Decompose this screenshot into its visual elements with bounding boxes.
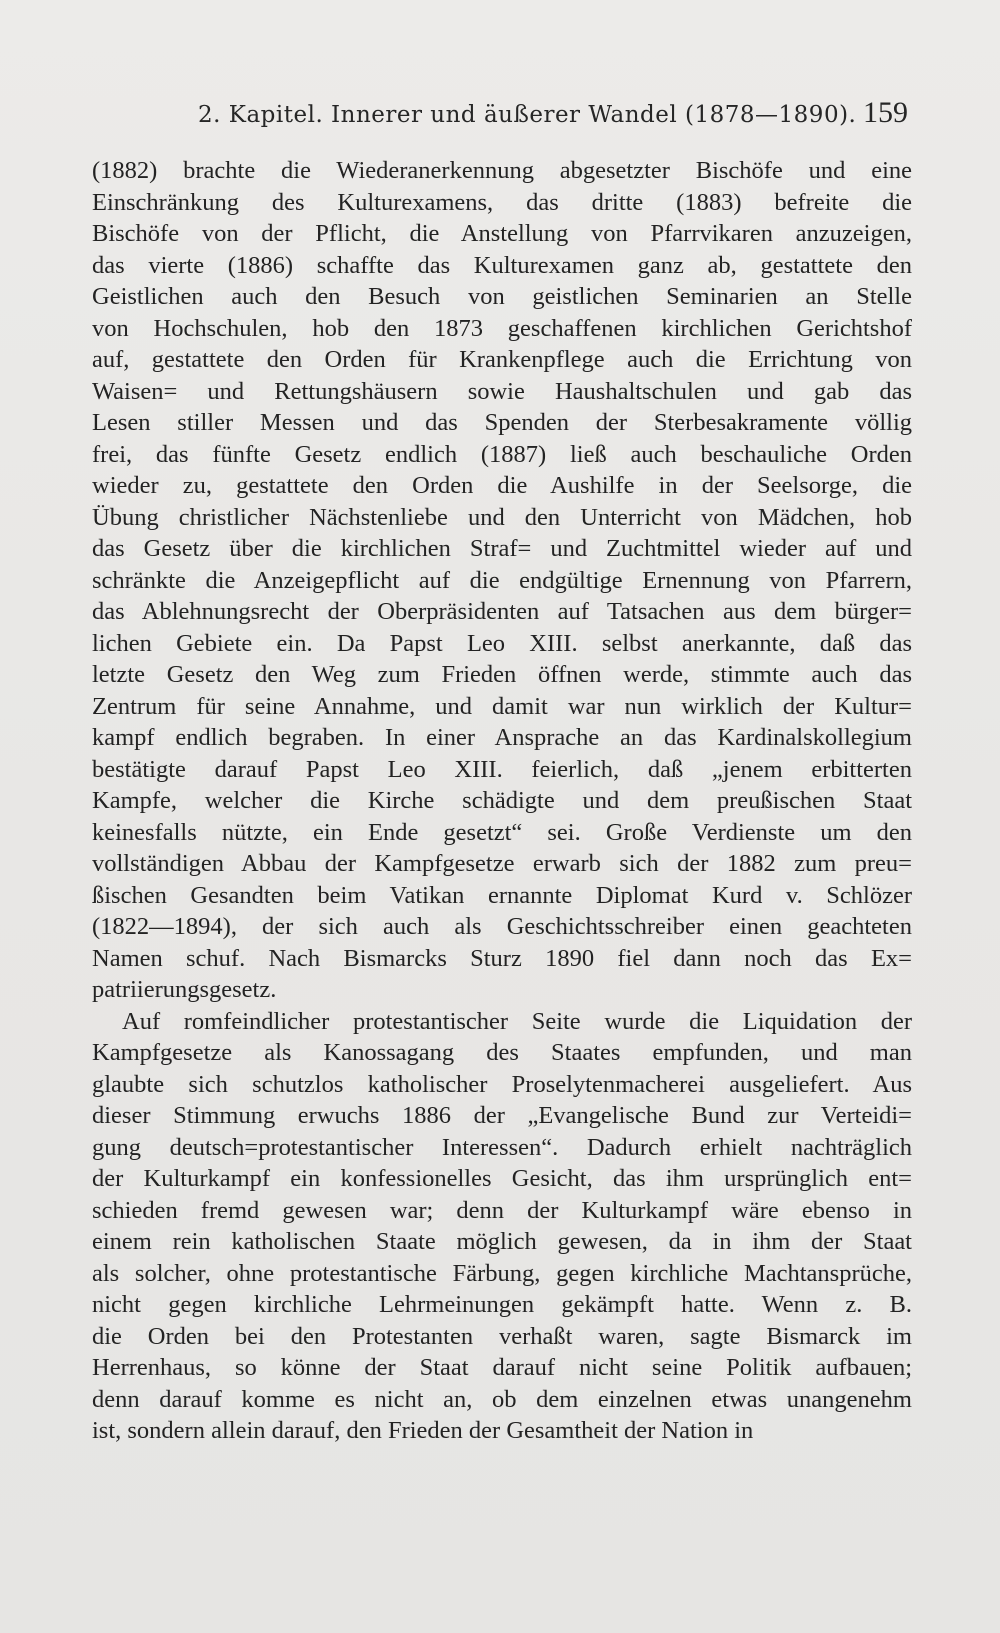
text-line: dieser Stimmung erwuchs 1886 der „Evangelische Bund zur Verteidi= (92, 1102, 912, 1129)
text-line: Auf romfeindlicher protestantischer Seite wurde die Liquidation der (122, 1007, 912, 1035)
text-line: auf, gestattete den Orden für Krankenpflege auch die Errichtung von (92, 346, 912, 373)
text-line: von Hochschulen, hob den 1873 geschaffenen kirchlichen Gerichtshof (92, 314, 912, 342)
text-line: das Ablehnungsrecht der Oberpräsidenten auf Tatsachen aus dem bürger= (92, 598, 912, 625)
text-line: Bischöfe von der Pflicht, die Anstellung von Pfarrvikaren anzuzeigen, (92, 220, 912, 247)
text-line: nicht gegen kirchliche Lehrmeinungen gekämpft hatte. Wenn z. B. (92, 1291, 912, 1318)
text-line: patriierungsgesetz. (92, 976, 277, 1003)
text-line: das Gesetz über die kirchlichen Straf= und Zuchtmittel wieder auf und (92, 535, 912, 562)
text-line: keinesfalls nützte, ein Ende gesetzt“ sei. Große Verdienste um den (92, 818, 912, 846)
text-line: das vierte (1886) schaffte das Kulturexamen ganz ab, gestattete den (92, 251, 912, 279)
text-line: Einschränkung des Kulturexamens, das dritte (1883) befreite die (92, 188, 912, 216)
text-line: lichen Gebiete ein. Da Papst Leo XIII. selbst anerkannte, daß das (92, 629, 912, 657)
text-line: glaubte sich schutzlos katholischer Proselytenmacherei ausgeliefert. Aus (92, 1070, 912, 1098)
paragraph (92, 155, 912, 1006)
paragraph (92, 1006, 912, 1447)
text-line: (1822—1894), der sich auch als Geschichtsschreiber einen geachteten (92, 913, 912, 940)
text-line: wieder zu, gestattete den Orden die Aushilfe in der Seelsorge, die (92, 472, 912, 499)
text-line: Zentrum für seine Annahme, und damit war nun wirklich der Kultur= (92, 692, 912, 720)
text-line: schränkte die Anzeigepflicht auf die endgültige Ernennung von Pfarrern, (92, 566, 912, 594)
body-text (92, 155, 912, 1447)
text-line: schieden fremd gewesen war; denn der Kulturkampf wäre ebenso in (92, 1196, 912, 1224)
text-line: ßischen Gesandten beim Vatikan ernannte Diplomat Kurd v. Schlözer (92, 881, 912, 909)
text-line: die Orden bei den Protestanten verhaßt waren, sagte Bismarck im (92, 1322, 912, 1350)
running-title: 2. Kapitel. Innerer und äußerer Wandel (1878—1890). (198, 102, 857, 128)
text-line: der Kulturkampf ein konfessionelles Gesicht, das ihm ursprünglich ent= (92, 1165, 912, 1192)
text-line: letzte Gesetz den Weg zum Frieden öffnen werde, stimmte auch das (92, 661, 912, 688)
text-line: als solcher, ohne protestantische Färbung, gegen kirchliche Machtansprüche, (92, 1259, 912, 1287)
text-line: Übung christlicher Nächstenliebe und den Unterricht von Mädchen, hob (92, 503, 912, 531)
text-line: bestätigte darauf Papst Leo XIII. feierlich, daß „jenem erbitterten (92, 755, 912, 783)
text-line: Lesen stiller Messen und das Spenden der Sterbesakramente völlig (92, 409, 912, 436)
text-line: Namen schuf. Nach Bismarcks Sturz 1890 fiel dann noch das Ex= (92, 944, 912, 972)
text-line: ist, sondern allein darauf, den Frieden der Gesamtheit der Nation in (92, 1417, 754, 1444)
text-line: Kampfgesetze als Kanossagang des Staates empfunden, und man (92, 1039, 912, 1066)
text-line: Geistlichen auch den Besuch von geistlichen Seminarien an Stelle (92, 283, 912, 310)
text-line: Waisen= und Rettungshäusern sowie Haushaltschulen und gab das (92, 377, 912, 405)
text-line: gung deutsch=protestantischer Interessen“. Dadurch erhielt nachträglich (92, 1133, 912, 1161)
text-line: vollständigen Abbau der Kampfgesetze erwarb sich der 1882 zum preu= (92, 850, 912, 877)
text-line: denn darauf komme es nicht an, ob dem einzelnen etwas unangenehm (92, 1385, 912, 1413)
text-line: kampf endlich begraben. In einer Ansprache an das Kardinalskollegium (92, 724, 912, 751)
text-line: Herrenhaus, so könne der Staat darauf nicht seine Politik aufbauen; (92, 1354, 912, 1381)
text-line: (1882) brachte die Wiederanerkennung abgesetzter Bischöfe und eine (92, 157, 912, 184)
text-line: frei, das fünfte Gesetz endlich (1887) ließ auch beschauliche Orden (92, 440, 912, 468)
page-number: 159 (863, 96, 908, 129)
text-line: einem rein katholischen Staate möglich gewesen, da in ihm der Staat (92, 1228, 912, 1255)
running-head (198, 96, 908, 136)
text-line: Kampfe, welcher die Kirche schädigte und dem preußischen Staat (92, 787, 912, 814)
